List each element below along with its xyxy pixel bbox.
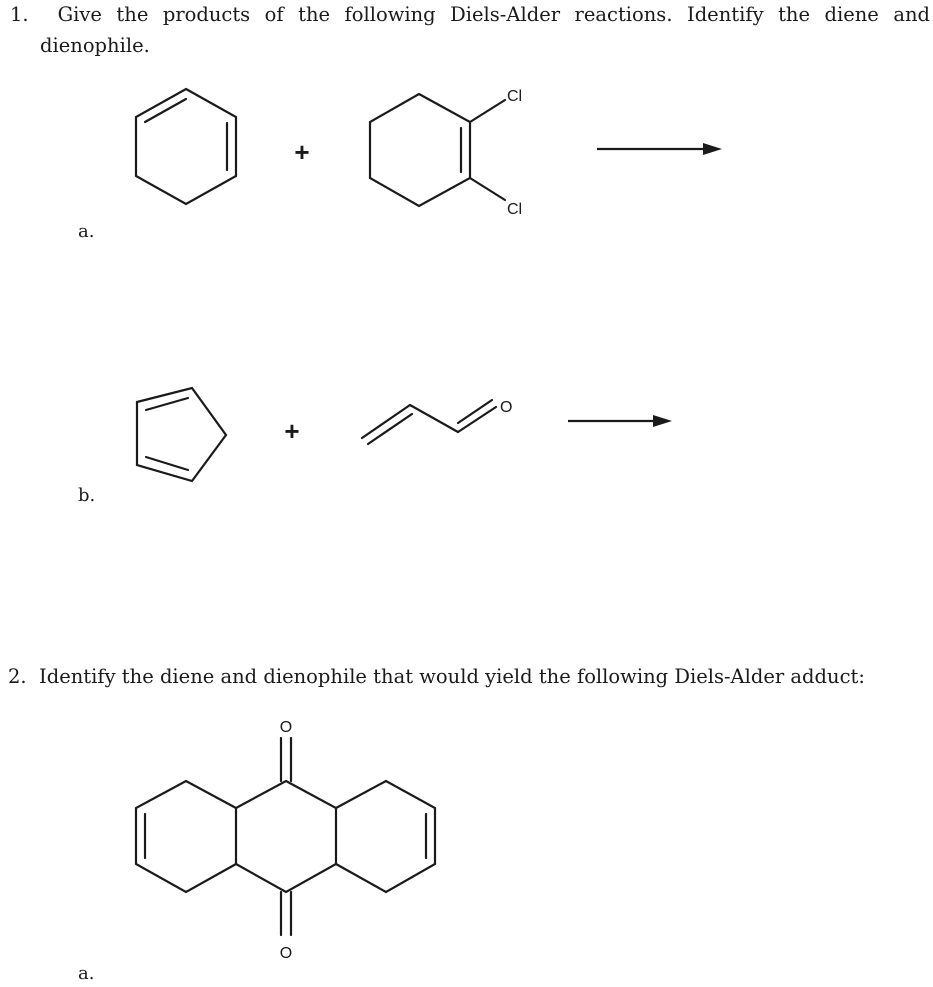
dichlorocyclohexene-structure xyxy=(370,94,505,206)
question-2-part-a-label: a. xyxy=(78,963,95,984)
question-1-text-line-2: dienophile. xyxy=(40,34,150,57)
tricyclic-dione-structure xyxy=(136,738,435,935)
cyclohexadiene-structure xyxy=(136,89,236,204)
plus-sign-b: + xyxy=(284,416,300,446)
reaction-a-diagram xyxy=(0,70,933,220)
oxygen-label-top: O xyxy=(279,719,293,736)
reaction-arrow-b xyxy=(568,415,672,427)
plus-sign-a: + xyxy=(294,137,310,167)
acrolein-structure xyxy=(362,400,496,444)
reaction-b-diagram xyxy=(0,380,933,490)
reaction-arrow-a xyxy=(597,143,722,155)
part-b-label: b. xyxy=(78,485,96,506)
part-a-label: a. xyxy=(78,221,95,242)
adduct-diagram xyxy=(0,710,933,970)
question-2-text: Identify the diene and dienophile that would yield the following Diels-Alder adduct: xyxy=(39,665,865,688)
question-2-line xyxy=(8,665,865,689)
chlorine-label-top: Cl xyxy=(507,88,523,105)
oxygen-label-bottom: O xyxy=(279,945,293,962)
carbonyl-oxygen-label: O xyxy=(500,399,513,416)
question-1-text-line-1: Give the products of the following Diels-Alder reactions. Identify the diene and xyxy=(57,3,930,26)
chlorine-label-bottom: Cl xyxy=(507,201,523,218)
question-2-number: 2. xyxy=(8,665,27,688)
cyclopentadiene-structure xyxy=(137,388,226,481)
question-1-number: 1. xyxy=(10,3,29,26)
question-1-line-1 xyxy=(10,3,930,27)
